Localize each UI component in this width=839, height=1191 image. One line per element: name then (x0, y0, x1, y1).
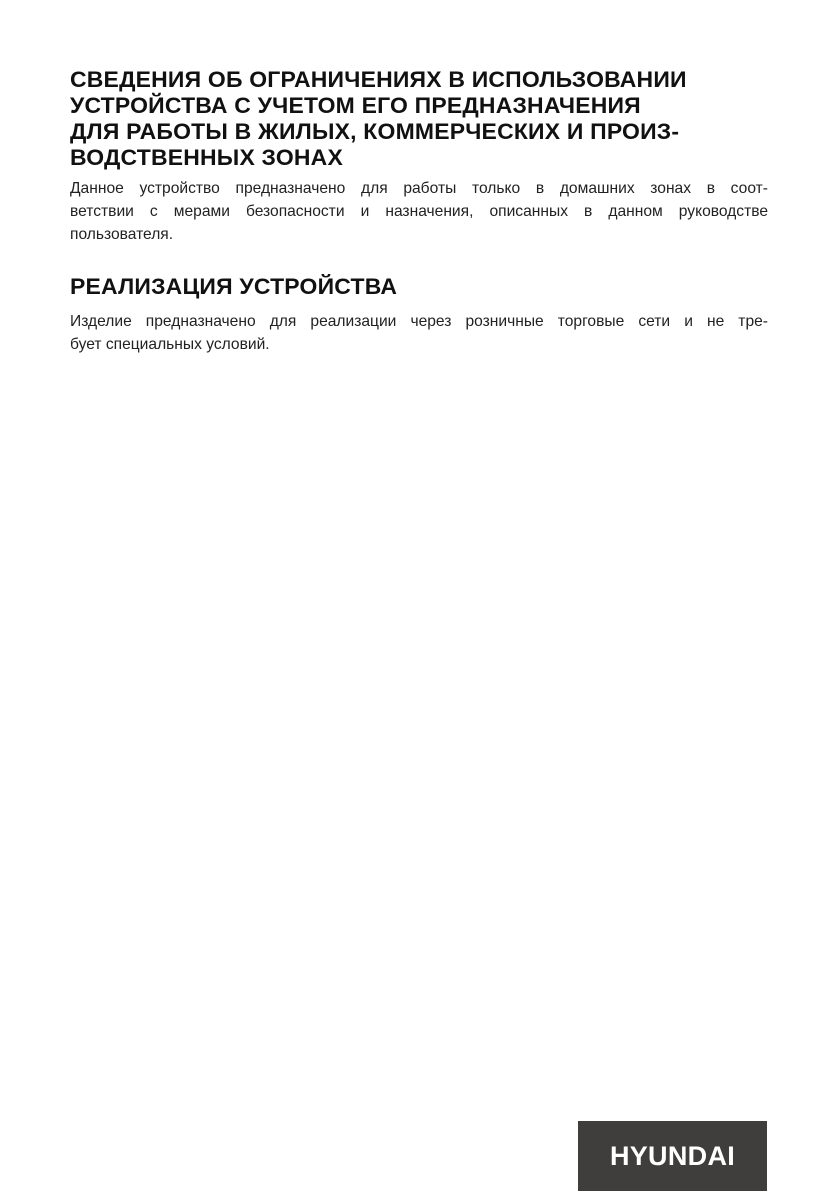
body-line: пользователя. (70, 226, 174, 243)
body-line: Изделие предназначено для реализации через розничные торговые сети и не тре- (70, 313, 768, 330)
section-body-usage-restrictions (70, 177, 768, 246)
body-line: бует специальных условий. (70, 336, 270, 353)
section-body-sales (70, 310, 768, 356)
section-heading-sales (70, 274, 397, 300)
hyundai-logo (578, 1121, 767, 1191)
heading-line: СВЕДЕНИЯ ОБ ОГРАНИЧЕНИЯХ В ИСПОЛЬЗОВАНИИ (70, 67, 687, 92)
logo-text: HYUNDAI (609, 1140, 736, 1171)
body-line: Данное устройство предназначено для работы только в домашних зонах в соот- (70, 180, 768, 197)
heading-line: ДЛЯ РАБОТЫ В ЖИЛЫХ, КОММЕРЧЕСКИХ И ПРОИЗ- (70, 119, 680, 144)
heading-line: ВОДСТВЕННЫХ ЗОНАХ (70, 145, 343, 170)
section-heading-usage-restrictions (70, 67, 687, 171)
body-line: ветствии с мерами безопасности и назначения, описанных в данном руководстве (70, 203, 768, 220)
heading-line: РЕАЛИЗАЦИЯ УСТРОЙСТВА (70, 274, 398, 299)
heading-line: УСТРОЙСТВА С УЧЕТОМ ЕГО ПРЕДНАЗНАЧЕНИЯ (70, 93, 641, 118)
